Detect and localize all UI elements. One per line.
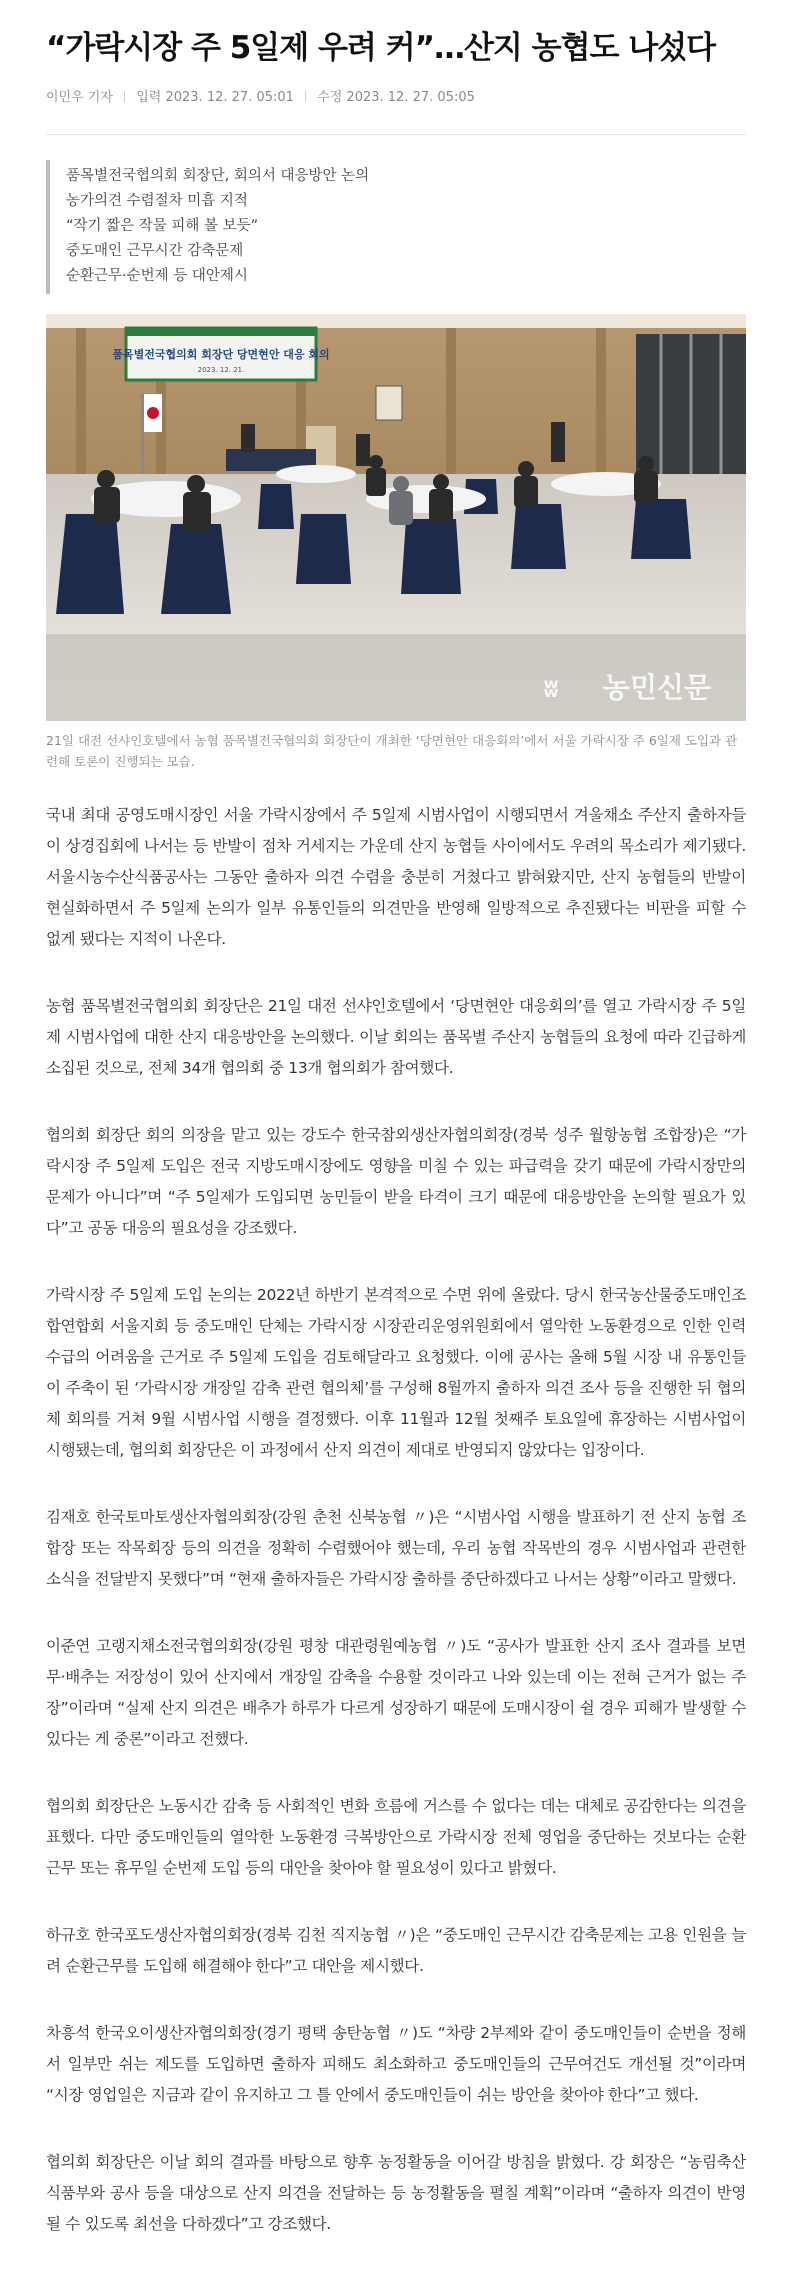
body-paragraph: 김재호 한국토마토생산자협의회장(강원 춘천 신북농협 〃)은 “시범사업 시행을 발표하기 전 산지 농협 조합장 또는 작목회장 등의 의견을 정확히 수렴했어야 했는데, 우리 농협 작목반의 경우 시범사업과 관련한 소식을 전달받지 못했다”며 “현재 출하자들은 가락시장 출하를 중단하겠다고 나서는 상황”이라고 말했다. [46,1508,746,1588]
author-name[interactable]: 이민우 기자 [46,90,113,105]
summary-item: 농가의견 수렴절차 미흡 지적 [66,193,248,209]
summary-item: “작기 짧은 작물 피해 볼 보듯” [66,218,259,234]
summary-bar [46,160,50,294]
meta-divider [124,91,125,102]
body-paragraph: 협의회 회장단 회의 의장을 맡고 있는 강도수 한국참외생산자협의회장(경북 성주 월항농협 조합장)은 “가락시장 주 5일제 도입은 전국 지방도매시장에도 영향을 미칠 수 있는 파급력을 갖기 때문에 가락시장만의 문제가 아니다”며 “주 5일제가 도입되면 농민들이 받을 타격이 크기 때문에 대응방안을 논의할 필요가 있다”고 공동 대응의 필요성을 강조했다. [46,1126,746,1237]
published-date: 입력 2023. 12. 27. 05:01 [136,90,294,105]
body-paragraph: 협의회 회장단은 이날 회의 결과를 바탕으로 향후 농정활동을 이어갈 방침을 밝혔다. 강 회장은 “농림축산식품부와 공사 등을 대상으로 산지 의견을 전달하는 등 농정활동을 펼칠 계획”이라며 “출하자 의견이 반영될 수 있도록 최선을 다하겠다”고 강조했다. [46,2153,746,2233]
meeting-photo-illustration [46,314,746,721]
article-meta [46,86,475,105]
body-paragraph: 가락시장 주 5일제 도입 논의는 2022년 하반기 본격적으로 수면 위에 올랐다. 당시 한국농산물중도매인조합연합회 서울지회 등 중도매인 단체는 가락시장 시장관리운영위원회에서 열악한 노동환경으로 인한 인력 수급의 어려움을 근거로 주 5일제 도입을 검토해달라고 요청했다. 이에 공사는 올해 5월 시장 내 유통인들이 주축이 된 ‘가락시장 개장일 감축 관련 협의체’를 구성해 8월까지 출하자 의견 조사 등을 진행한 뒤 협의체 회의를 거쳐 9월 시범사업 시행을 결정했다. 이후 11월과 12월 첫째주 토요일에 휴장하는 시범사업이 시행됐는데, 협의회 회장단은 이 과정에서 산지 의견이 제대로 반영되지 않았다는 입장이다. [46,1286,746,1459]
photo-caption: 21일 대전 선샤인호텔에서 농협 품목별전국협의회 회장단이 개최한 ‘당면현안 대응회의’에서 서울 가락시장 주 6일제 도입과 관련해 토론이 진행되는 모습. [46,733,738,769]
body-paragraph: 국내 최대 공영도매시장인 서울 가락시장에서 주 5일제 시범사업이 시행되면서 겨울채소 주산지 출하자들이 상경집회에 나서는 등 반발이 점차 거세지는 가운데 산지 농협들 사이에서도 우려의 목소리가 제기됐다. 서울시농수산식품공사는 그동안 출하자 의견 수렴을 충분히 거쳤다고 밝혀왔지만, 산지 농협들의 반발이 현실화하면서 주 5일제 논의가 일부 유통인들의 의견만을 반영해 일방적으로 추진됐다는 비판을 피할 수 없게 됐다는 지적이 나온다. [46,806,746,948]
banner-text: 품목별전국협의회 회장단 당면현안 대응 회의 [112,348,330,361]
banner-date: 2023. 12. 21. [197,366,245,374]
body-paragraph: 이준연 고랭지채소전국협의회장(강원 평창 대관령원예농협 〃)도 “공사가 발표한 산지 조사 결과를 보면 무·배추는 저장성이 있어 산지에서 개장일 감축을 수용할 것이라고 나와 있는데 이는 전혀 근거가 없는 주장”이라며 “실제 산지 의견은 배추가 하루가 다르게 성장하기 때문에 도매시장이 쉴 경우 피해가 발생할 수 있다는 게 중론”이라고 전했다. [46,1637,746,1748]
article-title: “가락시장 주 5일제 우려 커”…산지 농협도 나섰다 [46,30,716,66]
article-summary [66,164,726,289]
watermark-logo-icon: ʬ [543,674,559,704]
watermark: 농민신문 [602,671,711,704]
meta-divider [305,91,306,102]
modified-date: 수정 2023. 12. 27. 05:05 [317,90,475,105]
body-paragraph: 농협 품목별전국협의회 회장단은 21일 대전 선샤인호텔에서 ‘당면현안 대응회의’를 열고 가락시장 주 5일제 시범사업에 대한 산지 대응방안을 논의했다. 이날 회의는 품목별 주산지 농협들의 요청에 따라 긴급하게 소집된 것으로, 전체 34개 협의회 중 13개 협의회가 참여했다. [46,997,746,1077]
summary-item: 순환근무·순번제 등 대안제시 [66,268,248,284]
summary-item: 중도매인 근무시간 감축문제 [66,243,244,259]
article-photo[interactable] [46,314,746,721]
header-divider [46,134,746,135]
body-paragraph: 협의회 회장단은 노동시간 감축 등 사회적인 변화 흐름에 거스를 수 없다는 데는 대체로 공감한다는 의견을 표했다. 다만 중도매인들의 열악한 노동환경 극복방안으로 가락시장 전체 영업을 중단하는 것보다는 순환근무 또는 휴무일 순번제 도입 등의 대안을 찾아야 할 필요성이 있다고 밝혔다. [46,1797,746,1877]
body-paragraph: 차흥석 한국오이생산자협의회장(경기 평택 송탄농협 〃)도 “차량 2부제와 같이 중도매인들이 순번을 정해서 일부만 쉬는 제도를 도입하면 출하자 피해도 최소화하고 중도매인들의 근무여건도 개선될 것”이라며 “시장 영업일은 지금과 같이 유지하고 그 틀 안에서 중도매인들이 쉬는 방안을 찾아야 한다”고 했다. [46,2024,746,2104]
body-paragraph: 하규호 한국포도생산자협의회장(경북 김천 직지농협 〃)은 “중도매인 근무시간 감축문제는 고용 인원을 늘려 순환근무를 도입해 해결해야 한다”고 대안을 제시했다. [46,1926,746,1975]
article-body [46,800,746,2276]
summary-item: 품목별전국협의회 회장단, 회의서 대응방안 논의 [66,168,370,184]
